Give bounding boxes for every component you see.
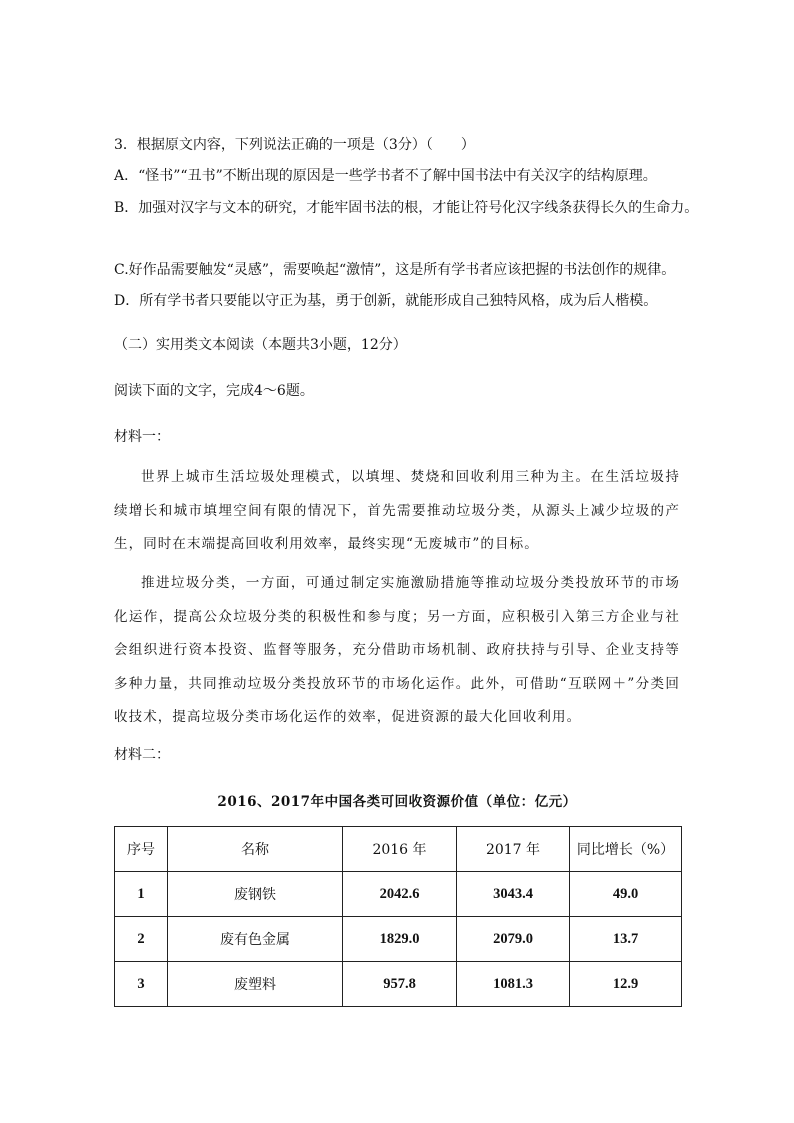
option-d: D．所有学书者只要能以守正为基，勇于创新，就能形成自己独特风格，成为后人楷模。	[114, 293, 658, 309]
table-cell: 1829.0	[343, 917, 457, 962]
table-cell: 13.7	[570, 917, 682, 962]
column-header: 2017 年	[457, 827, 570, 872]
table-cell: 废有色金属	[168, 917, 343, 962]
table-cell: 废钢铁	[168, 872, 343, 917]
column-header: 同比增长（%）	[570, 827, 682, 872]
section-heading: （二）实用类文本阅读（本题共3小题，12分）	[114, 337, 407, 353]
column-header: 序号	[115, 827, 168, 872]
material-1-label: 材料一：	[114, 429, 170, 445]
table-cell: 957.8	[343, 962, 457, 1007]
question-3-stem: 3．根据原文内容，下列说法正确的一项是（3分）（ ）	[114, 137, 475, 153]
table-row	[115, 962, 682, 1007]
table-cell: 3	[115, 962, 168, 1007]
table-cell: 2	[115, 917, 168, 962]
recycling-value-table	[114, 826, 682, 1007]
table-cell: 1081.3	[457, 962, 570, 1007]
column-header: 名称	[168, 827, 343, 872]
material-1-paragraph-1: 世界上城市生活垃圾处理模式，以填埋、焚烧和回收利用三种为主。在生活垃圾持续增长和城市填埋空间有限的情况下，首先需要推动垃圾分类，从源头上减少垃圾的产生，同时在末端提高回收利用效率，最终实现“无废城市”的目标。	[114, 469, 680, 552]
column-header: 2016 年	[343, 827, 457, 872]
option-c: C.好作品需要触发“灵感”，需要唤起“激情”，这是所有学书者应该把握的书法创作的规律。	[114, 262, 676, 278]
table-cell: 12.9	[570, 962, 682, 1007]
table-cell: 1	[115, 872, 168, 917]
section-instruction: 阅读下面的文字，完成4～6题。	[114, 383, 314, 399]
table-caption: 2016、2017年中国各类可回收资源价值（单位：亿元）	[217, 794, 577, 810]
table-row	[115, 872, 682, 917]
material-1-paragraph-2: 推进垃圾分类，一方面，可通过制定实施激励措施等推动垃圾分类投放环节的市场化运作，提高公众垃圾分类的积极性和参与度；另一方面，应积极引入第三方企业与社会组织进行资本投资、监督等服务，充分借助市场机制、政府扶持与引导、企业支持等多种力量，共同推动垃圾分类投放环节的市场化运作。此外，可借助“互联网＋”分类回收技术，提高垃圾分类市场化运作的效率，促进资源的最大化回收利用。	[114, 575, 680, 725]
material-2-label: 材料二：	[114, 747, 170, 763]
table-cell: 3043.4	[457, 872, 570, 917]
table-cell: 2042.6	[343, 872, 457, 917]
table-header-row	[115, 827, 682, 872]
option-b: B．加强对汉字与文本的研究，才能牢固书法的根，才能让符号化汉字线条获得长久的生命力。	[114, 200, 699, 216]
table-cell: 49.0	[570, 872, 682, 917]
table-cell: 2079.0	[457, 917, 570, 962]
table-row	[115, 917, 682, 962]
option-a: A．“怪书”“丑书”不断出现的原因是一些学书者不了解中国书法中有关汉字的结构原理。	[114, 168, 657, 184]
table-cell: 废塑料	[168, 962, 343, 1007]
